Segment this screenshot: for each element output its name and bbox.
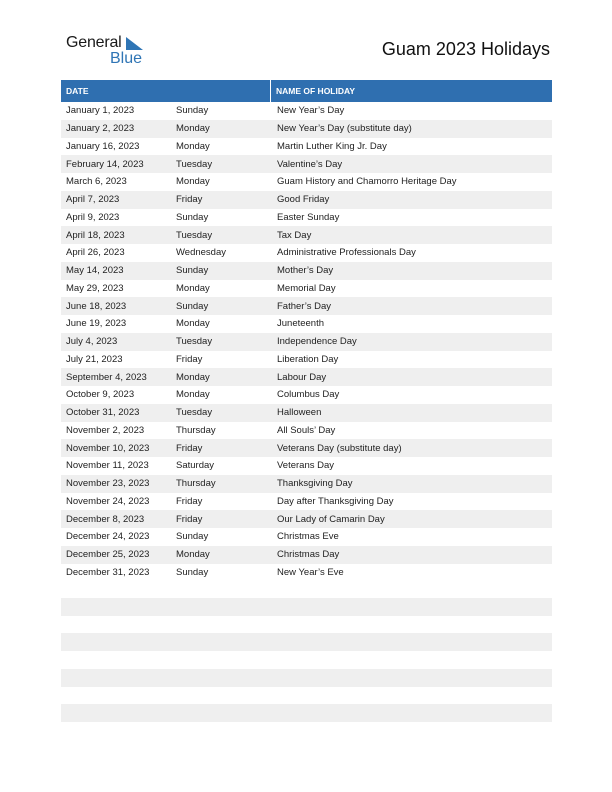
holiday-name-cell: Father’s Day	[277, 300, 332, 312]
day-cell: Tuesday	[176, 158, 213, 170]
day-cell: Friday	[176, 495, 203, 507]
holiday-name-cell: Veterans Day	[277, 460, 335, 472]
holiday-name-cell: Christmas Day	[277, 549, 340, 561]
day-cell: Sunday	[176, 265, 209, 277]
date-cell: July 4, 2023	[66, 336, 118, 348]
date-cell: December 24, 2023	[66, 531, 150, 543]
table-row	[61, 546, 552, 564]
date-cell: September 4, 2023	[66, 371, 147, 383]
holiday-name-cell: Halloween	[277, 407, 322, 419]
table-row	[61, 191, 552, 209]
day-cell: Monday	[176, 371, 210, 383]
holiday-name-cell: Juneteenth	[277, 318, 325, 330]
day-cell: Friday	[176, 353, 203, 365]
date-cell: October 31, 2023	[66, 407, 140, 419]
date-cell: November 24, 2023	[66, 495, 150, 507]
date-cell: January 16, 2023	[66, 140, 140, 152]
day-cell: Sunday	[176, 105, 209, 117]
date-cell: December 8, 2023	[66, 513, 145, 525]
date-cell: November 2, 2023	[66, 424, 145, 436]
date-cell: June 18, 2023	[66, 300, 127, 312]
day-cell: Monday	[176, 318, 210, 330]
holiday-name-cell: Our Lady of Camarin Day	[277, 513, 385, 525]
table-row	[61, 102, 552, 120]
day-cell: Tuesday	[176, 336, 213, 348]
holiday-name-cell: Liberation Day	[277, 353, 339, 365]
day-cell: Thursday	[176, 478, 216, 490]
date-cell: May 29, 2023	[66, 282, 124, 294]
holiday-name-cell: All Souls’ Day	[277, 424, 336, 436]
date-cell: April 18, 2023	[66, 229, 125, 241]
empty-row	[61, 704, 552, 722]
holiday-name-cell: Thanksgiving Day	[277, 478, 353, 490]
table-row	[61, 368, 552, 386]
table-row	[61, 209, 552, 227]
empty-row	[61, 598, 552, 616]
table-row	[61, 351, 552, 369]
day-cell: Thursday	[176, 424, 216, 436]
date-cell: December 31, 2023	[66, 566, 150, 578]
day-cell: Wednesday	[176, 247, 226, 259]
date-cell: January 1, 2023	[66, 105, 135, 117]
table-row	[61, 422, 552, 440]
day-cell: Monday	[176, 549, 210, 561]
date-cell: April 9, 2023	[66, 211, 120, 223]
table-row	[61, 564, 552, 582]
table-row	[61, 457, 552, 475]
table-body	[61, 102, 552, 581]
date-cell: January 2, 2023	[66, 123, 135, 135]
table-header	[61, 80, 552, 102]
holiday-name-cell: Tax Day	[277, 229, 312, 241]
table-row	[61, 315, 552, 333]
day-cell: Saturday	[176, 460, 215, 472]
holiday-name-cell: Guam History and Chamorro Heritage Day	[277, 176, 457, 188]
day-cell: Sunday	[176, 211, 209, 223]
table-row	[61, 262, 552, 280]
table-row	[61, 386, 552, 404]
holiday-name-cell: Easter Sunday	[277, 211, 340, 223]
table-row	[61, 173, 552, 191]
table-row	[61, 493, 552, 511]
table-row	[61, 280, 552, 298]
date-cell: May 14, 2023	[66, 265, 124, 277]
day-cell: Monday	[176, 123, 210, 135]
date-cell: October 9, 2023	[66, 389, 135, 401]
holiday-name-cell: New Year’s Day	[277, 105, 345, 117]
holiday-name-cell: Administrative Professionals Day	[277, 247, 416, 259]
table-row	[61, 155, 552, 173]
generalblue-logo	[66, 34, 156, 68]
holiday-name-cell: New Year’s Day (substitute day)	[277, 123, 412, 135]
day-cell: Monday	[176, 282, 210, 294]
table-row	[61, 226, 552, 244]
date-cell: December 25, 2023	[66, 549, 150, 561]
day-cell: Monday	[176, 140, 210, 152]
table-row	[61, 475, 552, 493]
column-header-date: DATE	[61, 80, 271, 102]
holiday-name-cell: Veterans Day (substitute day)	[277, 442, 402, 454]
holiday-name-cell: Christmas Eve	[277, 531, 339, 543]
day-cell: Sunday	[176, 531, 209, 543]
table-row	[61, 138, 552, 156]
table-row	[61, 510, 552, 528]
date-cell: November 10, 2023	[66, 442, 150, 454]
date-cell: March 6, 2023	[66, 176, 127, 188]
table-row	[61, 439, 552, 457]
holiday-name-cell: Valentine’s Day	[277, 158, 343, 170]
date-cell: June 19, 2023	[66, 318, 127, 330]
column-header-holiday: NAME OF HOLIDAY	[276, 86, 356, 96]
holiday-name-cell: Memorial Day	[277, 282, 336, 294]
day-cell: Tuesday	[176, 229, 213, 241]
day-cell: Friday	[176, 513, 203, 525]
holiday-name-cell: Independence Day	[277, 336, 357, 348]
logo-text-general: General	[66, 34, 122, 51]
date-cell: February 14, 2023	[66, 158, 144, 170]
day-cell: Sunday	[176, 566, 209, 578]
holiday-name-cell: Mother’s Day	[277, 265, 334, 277]
day-cell: Sunday	[176, 300, 209, 312]
table-row	[61, 120, 552, 138]
holidays-table	[61, 80, 552, 581]
day-cell: Friday	[176, 194, 203, 206]
empty-row	[61, 633, 552, 651]
date-cell: April 7, 2023	[66, 194, 120, 206]
holiday-name-cell: Martin Luther King Jr. Day	[277, 140, 387, 152]
day-cell: Tuesday	[176, 407, 213, 419]
holiday-name-cell: Columbus Day	[277, 389, 340, 401]
holiday-name-cell: Good Friday	[277, 194, 330, 206]
empty-row	[61, 669, 552, 687]
table-row	[61, 333, 552, 351]
holiday-name-cell: Labour Day	[277, 371, 327, 383]
holiday-name-cell: New Year’s Eve	[277, 566, 344, 578]
date-cell: November 11, 2023	[66, 460, 149, 472]
table-row	[61, 244, 552, 262]
day-cell: Friday	[176, 442, 203, 454]
page-title: Guam 2023 Holidays	[381, 39, 550, 59]
day-cell: Monday	[176, 176, 210, 188]
logo-text-blue: Blue	[110, 50, 143, 67]
table-row	[61, 297, 552, 315]
day-cell: Monday	[176, 389, 210, 401]
table-row	[61, 528, 552, 546]
holiday-name-cell: Day after Thanksgiving Day	[277, 495, 394, 507]
logo-triangle-icon	[124, 36, 144, 51]
table-row	[61, 404, 552, 422]
date-cell: July 21, 2023	[66, 353, 123, 365]
date-cell: April 26, 2023	[66, 247, 125, 259]
date-cell: November 23, 2023	[66, 478, 150, 490]
